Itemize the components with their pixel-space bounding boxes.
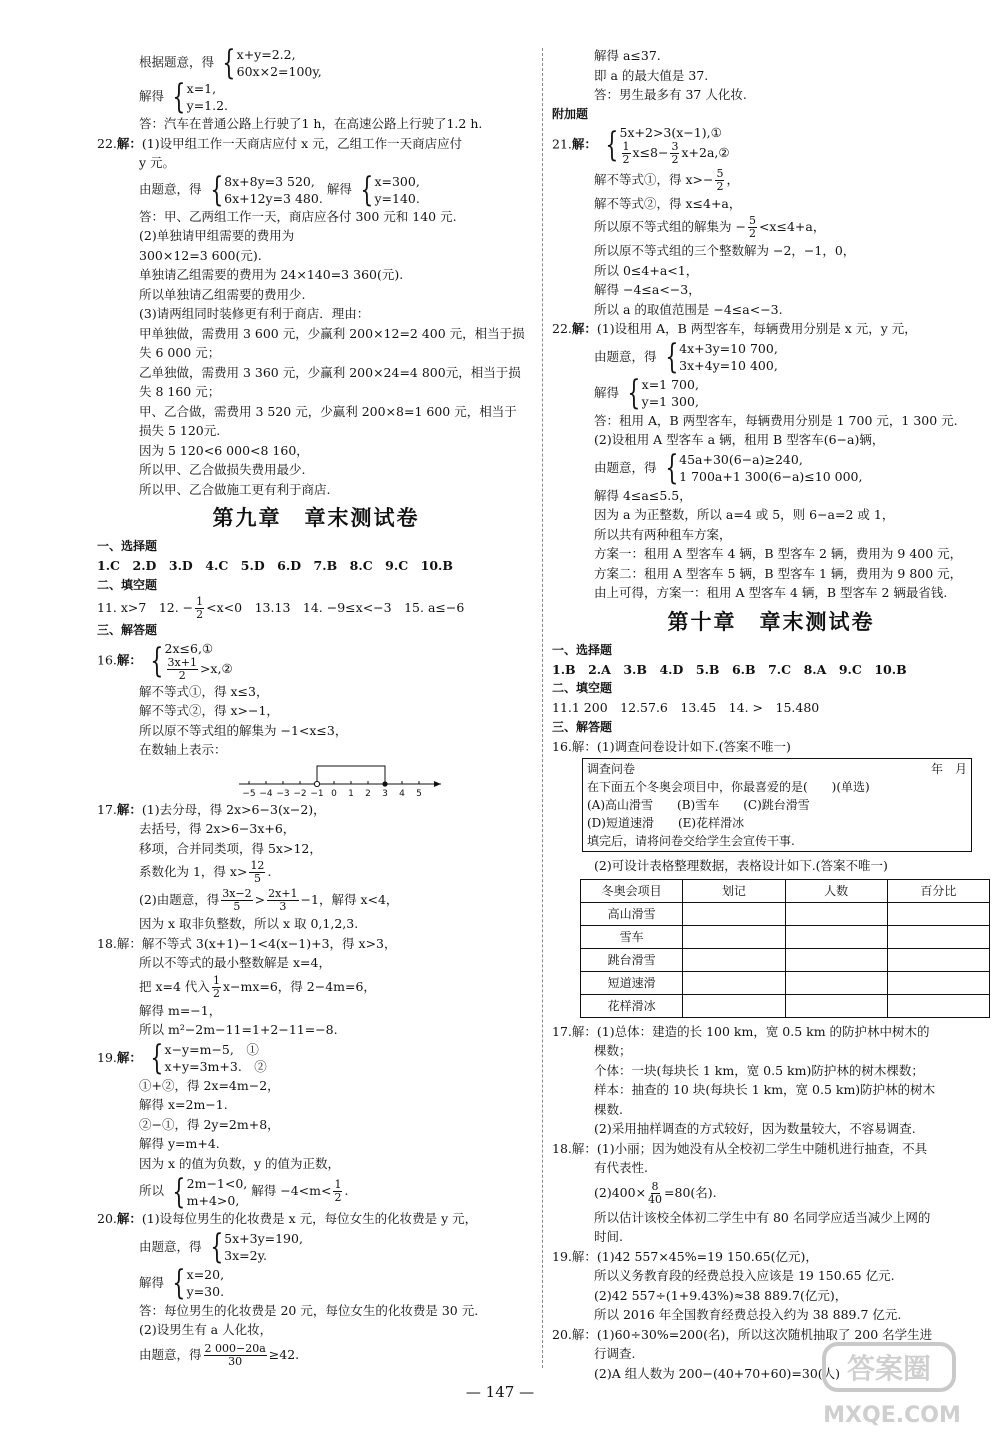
question-19: 19.解：(1)42 557×45%=19 150.65(亿元)， xyxy=(552,1248,818,1264)
answer-line: 因为 a 为正整数，所以 a=4 或 5，则 6−a=2 或 1， xyxy=(594,507,895,522)
solution-interval-bracket xyxy=(317,766,385,783)
answer-line: (2)A 组人数为 200−(40+70+60)=30(人) xyxy=(594,1365,841,1381)
answer-line: 失 6 000 元； xyxy=(139,345,221,360)
section-heading: 三、解答题 xyxy=(97,622,158,637)
chapter-heading: 第九章 章末测试卷 xyxy=(212,506,420,530)
answer-line: 时间. xyxy=(594,1229,623,1244)
answer-line: 解不等式①，得 x≤3， xyxy=(139,683,269,699)
equation-system: { x+y=2.2, 60x×2=100y, xyxy=(222,43,322,83)
answer-line: 所以原不等式组的三个整数解为 −2，−1，0， xyxy=(594,243,856,258)
answer-line: 答：甲、乙两组工作一天，商店应各付 300 元和 140 元. xyxy=(139,208,457,224)
answer-line: 解得 { x=1 700, y=1 300, xyxy=(594,373,699,413)
equation-system: { 2x≤6,① $\frac{3x+1}{2}$ >x,② xyxy=(150,640,233,682)
section-heading: 一、选择题 xyxy=(552,642,613,657)
answer-line: 由题意，得 { 8x+8y=3 520, 6x+12y=3 480. 解得 { x=300, y=140. xyxy=(139,169,420,210)
answer-line: 损失 5 120元. xyxy=(139,423,221,438)
answer-line: ②−①，得 2y=2m+8， xyxy=(139,1116,280,1132)
answer-line: y 元。 xyxy=(139,155,176,170)
question-19: 19.解： { x−y=m−5, ① x+y=3m+3. ② xyxy=(97,1038,267,1078)
answer-line: 所以原不等式组的解集为 − $\frac{5}{2}$ <x≤4+a， xyxy=(594,214,826,240)
answer-line: 所以共有两种租车方案， xyxy=(594,526,732,542)
question-16: 16.解： { 2x≤6,① $\frac{3x+1}{2}$ >x,② xyxy=(97,640,233,682)
number-line xyxy=(237,760,447,800)
answer-line: 所以 { 2m−1<0, m+4>0, 解得 −4<m< $\frac{1}{2}$ . xyxy=(139,1171,349,1212)
answer-line: 棵数； xyxy=(594,1043,632,1058)
choice-answers: 1.C 2.D 3.D 4.C 5.D 6.D 7.B 8.C 9.C 10.B xyxy=(97,558,453,573)
number-line-tick-label: −2 xyxy=(293,788,307,799)
answer-line: (2)设男生有 a 人化妆， xyxy=(139,1322,273,1337)
answer-line: 所以 m²−2m−11=1+2−11=−8. xyxy=(139,1022,338,1037)
answer-line: 答：每位男生的化妆费是 20 元，每位女生的化妆费是 30 元. xyxy=(139,1302,479,1318)
answer-line: 棵数. xyxy=(594,1101,623,1117)
answer-line: 解得 x=2m−1. xyxy=(139,1097,228,1112)
number-line-arrow xyxy=(434,781,441,787)
answer-line: 答：男生最多有 37 人化妆. xyxy=(594,87,747,102)
number-line-tick-label: 5 xyxy=(416,788,422,799)
answer-line: 方案一：租用 A 型客车 4 辆，B 型客车 2 辆，费用为 9 400 元， xyxy=(594,546,963,561)
answer-line: 把 x=4 代入 $\frac{1}{2}$ x−mx=6，得 2−4m=6， xyxy=(139,973,376,1000)
fill-answers: 11. x>7 12. − $\frac{1}{2}$ <x<0 13.13 14. −9≤x<−3 15. a≤−6 xyxy=(97,594,465,621)
section-heading: 二、填空题 xyxy=(552,681,613,695)
choice-answers: 1.B 2.A 3.B 4.D 5.B 6.B 7.C 8.A 9.C 10.B xyxy=(552,661,907,677)
left-column xyxy=(97,43,535,1370)
answer-line: 解得 −4≤a<−3， xyxy=(594,282,701,297)
section-heading: 二、填空题 xyxy=(97,577,158,592)
section-heading: 一、选择题 xyxy=(97,539,158,553)
answer-line: 单独请乙组需要的费用为 24×140=3 360(元). xyxy=(139,267,404,282)
svg-text:MXQE.COM: MXQE.COM xyxy=(823,1403,961,1428)
tally-table xyxy=(580,879,990,1018)
answer-line: (2)400× $\frac{8}{40}$ =80(名). xyxy=(594,1179,717,1206)
fraction: $\frac{1}{2}$ xyxy=(196,594,204,621)
answer-line: 所以义务教育段的经费总投入应该是 19 150.65 亿元. xyxy=(594,1268,895,1283)
answer-line: 方案二：租用 A 型客车 5 辆，B 型客车 1 辆，费用为 9 800 元， xyxy=(594,565,963,581)
table-row: 跳台滑雪 xyxy=(581,948,990,971)
answer-line: 由题意，得 { 4x+3y=10 700, 3x+4y=10 400, xyxy=(594,337,778,377)
answer-line: 答：汽车在普通公路上行驶了1 h，在高速公路上行驶了1.2 h. xyxy=(139,116,483,131)
right-column xyxy=(552,46,990,1383)
table-row: 雪车 xyxy=(581,925,990,948)
table-row: 花样滑冰 xyxy=(581,994,990,1017)
answer-line: 300×12=3 600(元). xyxy=(139,247,262,263)
number-line-svg xyxy=(237,760,447,800)
answer-line: (2)可设计表格整理数据，表格设计如下.(答案不唯一) xyxy=(594,858,888,873)
answer-line: 由上可得，方案一：租用 A 型客车 4 辆，B 型客车 2 辆最省钱. xyxy=(594,585,948,600)
answer-line: 移项，合并同类项，得 5x>12， xyxy=(139,840,322,856)
number-line-tick-label: 3 xyxy=(382,788,388,799)
answer-line: 因为 x 的值为负数，y 的值为正数， xyxy=(139,1155,341,1171)
answer-line: 所以 0≤4+a<1， xyxy=(594,262,699,278)
answer-line: 有代表性. xyxy=(594,1160,648,1175)
answer-line: (2)单独请甲组需要的费用为 xyxy=(139,228,295,243)
answer-line: 所以 2016 年全国教育经费总投入约为 38 889.7 亿元. xyxy=(594,1307,902,1322)
answer-line: 在数轴上表示： xyxy=(139,742,227,757)
question-18: 18.解：解不等式 3(x+1)−1<4(x−1)+3，得 x>3， xyxy=(97,935,397,951)
answer-line: 乙单独做，需费用 3 360 元，少赢利 200×24=4 800元，相当于损 xyxy=(139,364,521,380)
section-heading: 三、解答题 xyxy=(552,719,613,734)
number-line-tick-label: 2 xyxy=(365,788,371,799)
answer-line: 个体：一块(每块长 1 km，宽 0.5 km)防护林的树木棵数； xyxy=(594,1062,924,1078)
answer-line: 所以单独请乙组需要的费用少. xyxy=(139,286,306,302)
equation-system: { x=300, y=140. xyxy=(360,169,420,210)
answer-line: 解不等式①，得 x>− $\frac{5}{2}$ ， xyxy=(594,166,739,193)
question-17: 17.解：(1)总体：建造的长 100 km，宽 0.5 km 的防护林中树木的 xyxy=(552,1023,930,1039)
answer-line: 甲、乙合做，需费用 3 520 元，少赢利 200×8=1 600 元，相当于 xyxy=(139,403,517,419)
answer-line: 失 8 160 元； xyxy=(139,384,221,399)
answer-line: 所以甲、乙合做损失费用最少. xyxy=(139,462,306,477)
closed-endpoint xyxy=(382,781,387,786)
answer-line: 解不等式②，得 x>−1， xyxy=(139,703,279,718)
answer-line: 因为 x 取非负整数，所以 x 取 0,1,2,3. xyxy=(139,916,359,931)
answer-line: 解得 a≤37. xyxy=(594,48,661,63)
answer-line: (3)请两组同时装修更有利于商店．理由： xyxy=(139,306,370,321)
question-17: 17.解：(1)去分母，得 2x>6−3(x−2)， xyxy=(97,801,326,817)
number-line-tick-label: 4 xyxy=(399,788,405,799)
answer-line: ①+②，得 2x=4m−2， xyxy=(139,1077,280,1093)
table-header-row: 冬奥会项目 划记 人数 百分比 xyxy=(581,879,990,902)
question-20: 20.解：(1)设每位男生的化妆费是 x 元，每位女生的化妆费是 y 元， xyxy=(97,1211,478,1226)
answer-line: 由题意，得 { 45a+30(6−a)≥240, 1 700a+1 300(6−a)≤10 000, xyxy=(594,448,863,488)
answer-line: 所以甲、乙合做施工更有利于商店. xyxy=(139,481,331,497)
answer-line: 解得 { x=20, y=30. xyxy=(139,1263,225,1303)
open-endpoint xyxy=(314,781,319,786)
question-20: 20.解：(1)60÷30%=200(名)，所以这次随机抽取了 200 名学生进 xyxy=(552,1326,933,1342)
answer-line: 解得 m=−1， xyxy=(139,1002,222,1018)
answer-line: 所以原不等式组的解集为 −1<x≤3， xyxy=(139,722,348,738)
chapter-heading: 第十章 章末测试卷 xyxy=(667,609,875,634)
question-21: 21.解： { 5x+2>3(x−1),① $\frac{1}{2}$ x≤8− $\frac{3}{2}$ x+2a,② xyxy=(552,124,730,166)
page-number: — 147 — xyxy=(465,1383,535,1401)
answer-line: 系数化为 1，得 x> $\frac{12}{5}$ . xyxy=(139,859,272,885)
answer-line: 解不等式②，得 x≤4+a， xyxy=(594,195,742,211)
question-16: 16.解：(1)调查问卷设计如下.(答案不唯一) xyxy=(552,738,791,754)
answer-line: (2)设租用 A 型客车 a 辆，租用 B 型客车(6−a)辆， xyxy=(594,432,885,447)
answer-line: (2)42 557÷(1+9.43%)≈38 889.7(亿元)， xyxy=(594,1287,848,1303)
answer-line: 根据题意，得 { x+y=2.2, 60x×2=100y, xyxy=(139,43,322,83)
svg-text:答案圈: 答案圈 xyxy=(846,1352,932,1385)
survey-box: 调查问卷 年 月 在下面五个冬奥会项目中，你最喜爱的是( )(单选) (A)高山滑雪 (B)雪车 (C)跳台滑雪 (D)短道速滑 (E)花样滑冰 填完后，请将问卷交给学生会宣传干事. xyxy=(582,758,972,852)
equation-system: { 8x+8y=3 520, 6x+12y=3 480. xyxy=(209,169,323,210)
answer-line: 因为 5 120<6 000<8 160， xyxy=(139,442,309,458)
answer-line: (2)采用抽样调查的方式较好，因为数量较大，不容易调查. xyxy=(594,1121,916,1136)
table-row: 短道速滑 xyxy=(581,971,990,994)
fill-answers: 11.1 200 12.57.6 13.45 14. > 15.480 xyxy=(552,700,820,715)
answer-line: 由题意，得 $\frac{2 000-20a}{30}$ ≥42. xyxy=(139,1341,300,1368)
question-18: 18.解：(1)小丽；因为她没有从全校初二学生中随机进行抽查，不具 xyxy=(552,1140,928,1156)
column-divider xyxy=(542,48,543,1368)
answer-line: 所以不等式的最小整数解是 x=4， xyxy=(139,955,331,970)
answer-line: 所以 a 的取值范围是 −4≤a<−3. xyxy=(594,301,783,317)
section-heading: 附加题 xyxy=(552,106,589,121)
watermark-logo xyxy=(790,1340,995,1432)
answer-line: 甲单独做，需费用 3 600 元，少赢利 200×12=2 400 元，相当于损 xyxy=(139,325,525,341)
answer-line: 去括号，得 2x>6−3x+6， xyxy=(139,821,296,836)
answer-line: 行调查. xyxy=(594,1346,636,1361)
answer-line: 解得 y=m+4. xyxy=(139,1136,220,1151)
answer-line: 解得 4≤a≤5.5， xyxy=(594,487,692,503)
number-line-tick-label: 1 xyxy=(348,788,354,799)
number-line-tick-label: 0 xyxy=(331,788,337,799)
number-line-tick-label: −3 xyxy=(276,788,290,799)
answer-line: 所以估计该校全体初二学生中有 80 名同学应适当减少上网的 xyxy=(594,1209,931,1225)
number-line-tick-label: −4 xyxy=(259,788,273,799)
answer-line: 答：租用 A，B 两型客车，每辆费用分别是 1 700 元，1 300 元. xyxy=(594,412,958,428)
answer-line: 样本：抽查的 10 块(每块长 1 km，宽 0.5 km)防护林的树木 xyxy=(594,1082,936,1097)
answer-line: 解得 { x=1, y=1.2. xyxy=(139,77,229,117)
equation-system: { x=1, y=1.2. xyxy=(172,77,229,117)
number-line-tick-label: −1 xyxy=(310,788,324,799)
number-line-tick-label: −5 xyxy=(242,788,256,799)
answer-line: 即 a 的最大值是 37. xyxy=(594,67,709,83)
question-22: 22.解：(1)设甲组工作一天商店应付 x 元，乙组工作一天商店应付 xyxy=(97,135,463,151)
question-22: 22.解：(1)设租用 A，B 两型客车，每辆费用分别是 x 元，y 元， xyxy=(552,321,917,336)
answer-line: 由题意，得 { 5x+3y=190, 3x=2y. xyxy=(139,1227,303,1267)
table-row: 高山滑雪 xyxy=(581,902,990,925)
answer-line: (2)由题意，得 $\frac{3x-2}{5}$ > $\frac{2x+1}{3}$ −1，解得 x<4， xyxy=(139,887,399,913)
